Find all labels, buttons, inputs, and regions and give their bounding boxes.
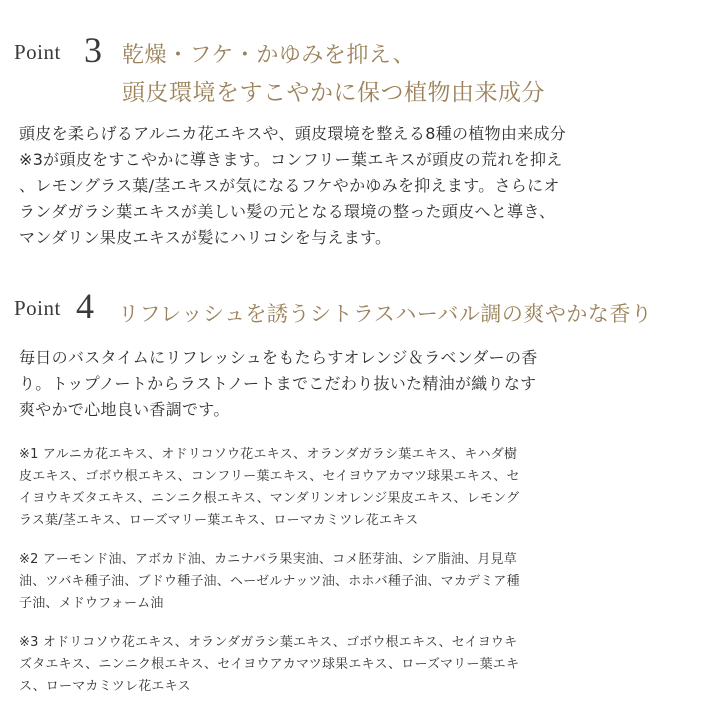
point-3-body-line: ※3が頭皮をすこやかに導きます。コンフリー葉エキスが頭皮の荒れを抑え <box>19 150 563 169</box>
point-4-body <box>19 345 538 423</box>
footnote-line: 子油、メドウフォーム油 <box>19 596 164 611</box>
footnote-line: 油、ツバキ種子油、ブドウ種子油、ヘーゼルナッツ油、ホホバ種子油、マカデミア種 <box>19 574 520 589</box>
footnote-line: ラス葉/茎エキス、ローズマリー葉エキス、ローマカミツレ花エキス <box>19 513 419 528</box>
footnote-3 <box>19 632 519 698</box>
footnote-line: ズタエキス、ニンニク根エキス、セイヨウアカマツ球果エキス、ローズマリー葉エキ <box>19 657 520 672</box>
footnote-line: ス、ローマカミツレ花エキス <box>19 679 191 694</box>
point-3-body-line: ランダガラシ葉エキスが美しい髪の元となる環境の整った頭皮へと導き、 <box>19 202 556 221</box>
point-4-number: 4 <box>76 286 94 326</box>
point-4-body-line: 毎日のバスタイムにリフレッシュをもたらすオレンジ＆ラベンダーの香 <box>19 348 538 367</box>
point-3-label: Point <box>14 40 61 64</box>
point-3-number: 3 <box>84 30 102 70</box>
footnote-line: ※2 アーモンド油、アボカド油、カニナバラ果実油、コメ胚芽油、シア脂油、月見草 <box>19 552 517 567</box>
point-4-label: Point <box>14 296 61 320</box>
footnote-1 <box>19 444 520 532</box>
footnote-2 <box>19 549 520 615</box>
footnote-line: ※1 アルニカ花エキス、オドリコソウ花エキス、オランダガラシ葉エキス、キハダ樹 <box>19 447 518 462</box>
footnote-line: ※3 オドリコソウ花エキス、オランダガラシ葉エキス、ゴボウ根エキス、セイヨウキ <box>19 635 518 650</box>
footnote-line: イヨウキズタエキス、ニンニク根エキス、マンダリンオレンジ果皮エキス、レモング <box>19 491 520 506</box>
point-3-title-line-1: 乾燥・フケ・かゆみを抑え、 <box>122 43 416 68</box>
point-4-title: リフレッシュを誘うシトラスハーバル調の爽やかな香り <box>118 302 653 326</box>
point-4-body-line: 爽やかで心地良い香調です。 <box>19 400 230 419</box>
point-3-body-line: 頭皮を柔らげるアルニカ花エキスや、頭皮環境を整える8種の植物由来成分 <box>19 124 567 143</box>
point-3-body <box>19 121 566 251</box>
point-3-body-line: マンダリン果皮エキスが髪にハリコシを与えます。 <box>19 228 392 247</box>
footnote-line: 皮エキス、ゴボウ根エキス、コンフリー葉エキス、セイヨウアカマツ球果エキス、セ <box>19 469 520 484</box>
point-4-body-line: り。トップノートからラストノートまでこだわり抜いた精油が織りなす <box>19 374 537 393</box>
point-3-body-line: 、レモングラス葉/茎エキスが気になるフケやかゆみを抑えます。さらにオ <box>19 176 560 195</box>
point-3-title-line-2: 頭皮環境をすこやかに保つ植物由来成分 <box>122 80 545 106</box>
